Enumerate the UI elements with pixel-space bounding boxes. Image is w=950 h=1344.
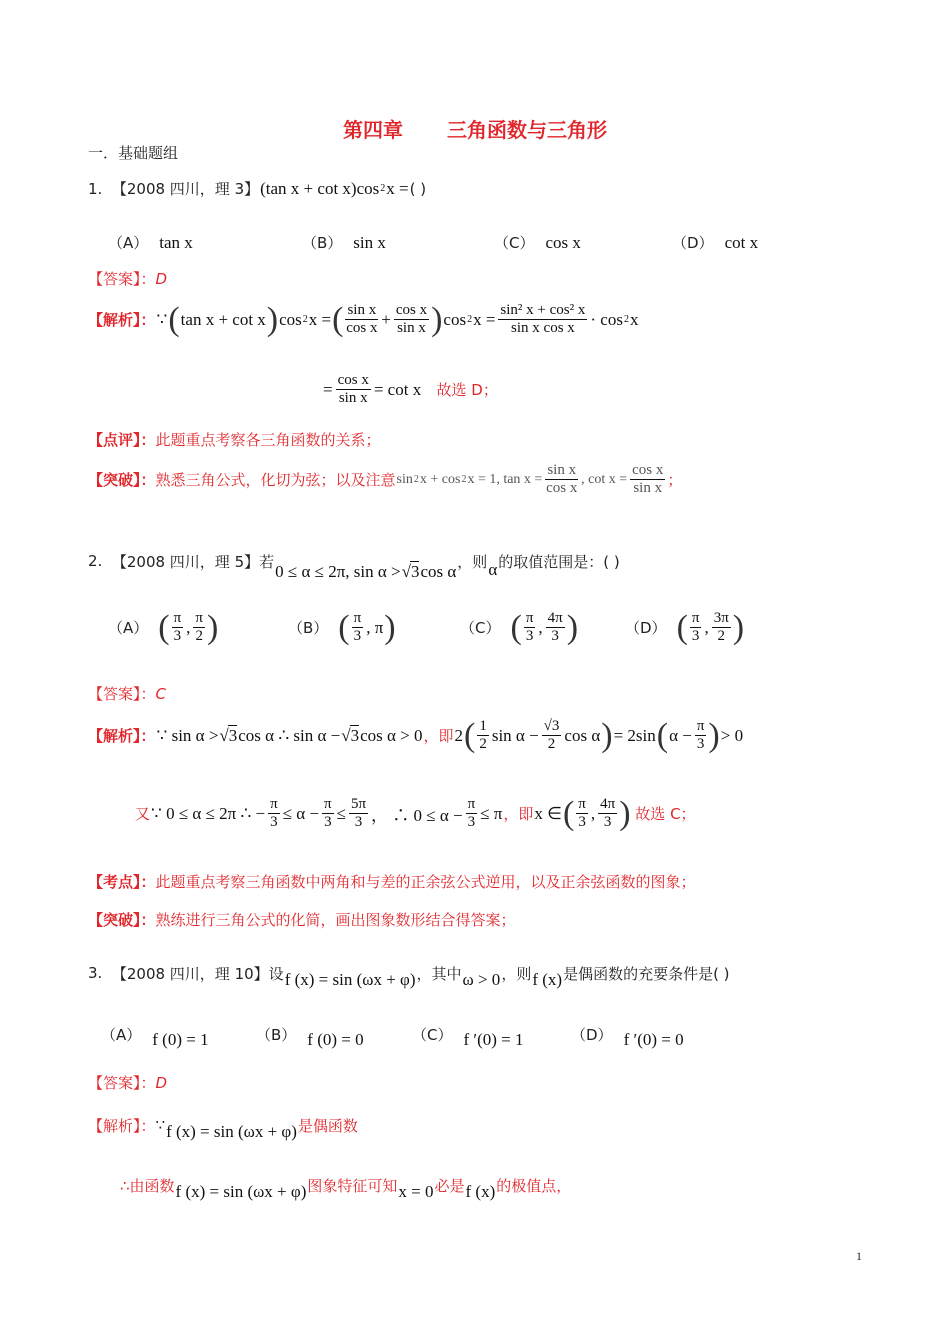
math-text: sin	[396, 471, 413, 487]
math-text: tan x	[159, 232, 193, 252]
fraction-denominator: 3	[467, 814, 476, 831]
analysis-text: 图象特征可知	[307, 1176, 398, 1195]
fraction-numerator: π	[268, 796, 280, 814]
superscript: 2	[302, 314, 308, 326]
math-text: =	[323, 379, 333, 399]
fraction	[576, 796, 588, 832]
question-1-stem	[88, 178, 426, 199]
option-label: （B）	[256, 1025, 297, 1044]
answer-value: C	[155, 684, 166, 703]
question-source: 【2008 四川，理 10】	[111, 964, 269, 983]
analysis-line	[88, 1108, 358, 1142]
analysis-math	[397, 1182, 434, 1202]
large-parenthesis: (	[676, 608, 688, 646]
superscript: 2	[467, 314, 473, 326]
option-label: （A）	[108, 619, 149, 638]
math-text: ∵ 0 ≤ α ≤ 2π ∴ −	[151, 803, 266, 823]
option-label: （A）	[101, 1025, 142, 1044]
math-text: cos α > 0	[360, 725, 423, 745]
math-text: x =	[386, 178, 409, 198]
math-text: x =	[473, 309, 496, 329]
math-text: f (x) = sin (ωx + φ)	[175, 1182, 307, 1201]
fraction	[394, 302, 429, 338]
question-number: 2.	[88, 552, 103, 570]
math-text: ≤ α −	[282, 803, 320, 823]
option-label: （C）	[412, 1025, 453, 1044]
superscript: 2	[413, 474, 419, 486]
analysis-line	[88, 718, 744, 754]
math-text: ,	[704, 617, 709, 637]
fraction-denominator: sin x	[633, 480, 663, 497]
large-parenthesis: (	[332, 300, 344, 338]
fraction-numerator: 3π	[712, 610, 731, 628]
function-math	[531, 970, 563, 990]
fraction	[193, 610, 205, 646]
question-math	[274, 562, 457, 582]
stem-text: 是偶函数的充要条件是( )	[563, 964, 730, 983]
fraction-numerator: 4π	[546, 610, 565, 628]
square-root: √3	[219, 725, 238, 745]
math-text: f (0) = 1	[152, 1030, 209, 1049]
fraction-numerator: π	[172, 610, 184, 628]
fraction-denominator: 3	[578, 814, 586, 831]
analysis-label: 【解析】：	[88, 1116, 156, 1135]
large-parenthesis: (	[464, 716, 476, 754]
analysis-line-2	[135, 796, 696, 832]
option-math	[462, 1030, 524, 1050]
analysis-math	[165, 1122, 298, 1142]
analysis-math	[156, 302, 640, 338]
option-label: （B）	[288, 619, 329, 638]
analysis-text: 又	[135, 805, 151, 824]
math-text: f (x)	[532, 970, 563, 989]
math-text: f (x) = sin (ωx + φ)	[166, 1122, 297, 1141]
answer-value: D	[155, 269, 168, 288]
math-text: x = 1, tan x =	[467, 471, 543, 487]
math-text: cos α	[564, 725, 601, 745]
option-math	[544, 233, 581, 253]
question-source: 【2008 四川，理 5】	[111, 552, 260, 571]
option-a	[108, 232, 194, 253]
fraction-numerator: π	[695, 718, 707, 736]
math-text: · cos	[590, 309, 623, 329]
math-text: cos	[279, 309, 302, 329]
fraction	[322, 796, 334, 832]
comment-line	[88, 429, 381, 450]
fraction	[352, 610, 364, 646]
fraction	[630, 462, 665, 498]
large-parenthesis: (	[562, 794, 575, 832]
fraction-numerator: 1	[477, 718, 489, 736]
stem-text: ，则	[457, 552, 488, 571]
math-text: 0 ≤ α ≤ 2π, sin α >	[275, 562, 401, 581]
fraction-denominator: 3	[603, 814, 612, 831]
math-text: ≤ π	[480, 803, 503, 823]
math-text: ∵	[156, 309, 168, 329]
option-math	[338, 610, 395, 646]
option-math	[158, 610, 218, 646]
question-2-stem	[88, 540, 620, 582]
answer-label: 【答案】：	[88, 1074, 156, 1092]
fraction	[598, 796, 617, 832]
radicand: 3	[410, 562, 420, 581]
large-parenthesis: (	[656, 716, 669, 754]
math-text: f ′(0) = 0	[623, 1030, 684, 1049]
fraction-numerator: π	[193, 610, 205, 628]
math-text: f ′(0) = 1	[463, 1030, 524, 1049]
math-text: f (0) = 0	[307, 1030, 364, 1049]
option-math	[724, 233, 760, 253]
answer-line	[88, 683, 166, 704]
option-label: （A）	[108, 234, 149, 252]
radicand: 3	[228, 725, 238, 745]
large-parenthesis: )	[384, 608, 396, 646]
radicand: 3	[350, 725, 360, 745]
page-number: 1	[856, 1249, 862, 1263]
math-text: ,	[186, 617, 191, 637]
tip-line	[88, 909, 516, 930]
option-b	[288, 610, 396, 646]
option-b	[256, 1018, 365, 1050]
option-a	[108, 610, 218, 646]
math-text: f (x)	[465, 1182, 496, 1201]
analysis-line	[88, 302, 639, 338]
fraction-numerator: π	[576, 796, 588, 814]
option-label: （C）	[494, 234, 535, 252]
analysis-conclusion: 故选 D；	[436, 381, 498, 400]
chapter-number: 第四章	[343, 118, 403, 142]
superscript: 2	[623, 314, 629, 326]
analysis-text: ∴由函数	[120, 1176, 175, 1195]
answer-value: D	[155, 1073, 168, 1092]
question-3-stem	[88, 956, 730, 990]
fraction	[695, 718, 707, 754]
tip-end: ；	[667, 471, 683, 490]
function-math	[284, 970, 417, 990]
fraction	[498, 302, 587, 338]
tip-text: 熟悉三角公式，化切为弦；以及注意	[155, 471, 396, 490]
math-text: 2	[454, 725, 463, 745]
fraction-numerator: π	[352, 610, 364, 628]
option-math	[151, 1030, 209, 1050]
fraction-numerator: cos x	[394, 302, 429, 320]
analysis-line-2	[120, 1168, 571, 1202]
question-number: 3.	[88, 964, 103, 982]
square-root: √3	[341, 725, 360, 745]
fraction-numerator: cos x	[336, 372, 371, 390]
analysis-label: 【解析】：	[88, 727, 156, 746]
math-text: x =	[308, 309, 332, 329]
analysis-math	[322, 372, 422, 408]
large-parenthesis: (	[158, 608, 170, 646]
math-text: , π	[366, 617, 384, 637]
analysis-text: 的极值点，	[496, 1176, 572, 1195]
large-parenthesis: (	[168, 300, 180, 338]
analysis-math	[454, 718, 745, 754]
answer-blank: ( )	[409, 179, 427, 198]
analysis-text: 是偶函数	[297, 1116, 358, 1135]
math-text: ≤	[336, 803, 346, 823]
comment-text: 此题重点考察各三角函数的关系；	[155, 431, 381, 449]
analysis-label: 【解析】：	[88, 311, 156, 330]
point-line	[88, 871, 696, 892]
option-math	[510, 610, 578, 646]
large-parenthesis: (	[338, 608, 350, 646]
large-parenthesis: )	[601, 716, 613, 754]
fraction-denominator: 3	[270, 814, 278, 831]
option-a	[101, 1018, 210, 1050]
tip-label: 【突破】：	[88, 471, 156, 490]
fraction-denominator: 2	[547, 736, 556, 753]
condition-math	[462, 970, 502, 990]
superscript: 2	[380, 183, 386, 194]
fraction-numerator: √3	[542, 718, 562, 736]
analysis-text: ，即	[423, 727, 454, 746]
analysis-math	[156, 726, 424, 746]
superscript: 2	[461, 474, 467, 486]
option-math	[352, 233, 387, 253]
large-parenthesis: )	[431, 300, 443, 338]
question-number: 1.	[88, 179, 103, 198]
fraction	[712, 610, 731, 646]
option-label: （C）	[460, 619, 501, 638]
option-c	[460, 610, 578, 646]
tip-text: 熟练进行三角公式的化简，画出图象数形结合得答案；	[155, 911, 516, 929]
math-text: ∵ sin α >	[156, 725, 219, 745]
option-b	[302, 232, 387, 253]
stem-text: ，则	[501, 964, 532, 983]
option-label: （D）	[625, 619, 667, 638]
section-heading: 一．基础题组	[88, 144, 179, 162]
answer-label: 【答案】：	[88, 270, 156, 288]
point-text: 此题重点考察三角函数中两角和与差的正余弦公式逆用，以及正余弦函数的图象；	[155, 873, 696, 891]
fraction-denominator: cos x	[346, 320, 378, 337]
fraction	[336, 372, 371, 408]
tip-line	[88, 462, 682, 498]
math-text: ,	[590, 803, 596, 823]
math-text: sin x	[353, 232, 386, 252]
math-text: , cot x =	[581, 471, 628, 487]
because-symbol: ∵	[155, 1116, 166, 1134]
fraction	[690, 610, 702, 646]
square-root: √3	[401, 562, 420, 581]
fraction-denominator: 3	[353, 628, 362, 645]
math-text: x + cos	[419, 471, 461, 487]
option-c	[494, 232, 582, 253]
fraction	[545, 462, 578, 498]
math-text: x ∈	[534, 803, 562, 823]
answer-line	[88, 268, 167, 289]
fraction	[172, 610, 184, 646]
option-math	[158, 233, 194, 253]
math-text: > 0	[720, 725, 744, 745]
question-math	[259, 179, 409, 199]
math-text: α	[488, 560, 498, 579]
math-text: α −	[669, 725, 692, 745]
question-source: 【2008 四川，理 3】	[111, 180, 260, 198]
math-text: sin α −	[491, 725, 539, 745]
analysis-math	[150, 796, 503, 832]
chapter-name: 三角函数与三角形	[447, 118, 607, 142]
fraction-denominator: 3	[696, 736, 705, 753]
large-parenthesis: )	[708, 716, 720, 754]
option-label: （D）	[571, 1025, 613, 1044]
math-text: ,	[538, 617, 543, 637]
fraction	[268, 796, 280, 832]
option-d	[571, 1018, 685, 1050]
option-d	[625, 610, 744, 646]
math-text: ω > 0	[462, 970, 501, 989]
stem-text: 的取值范围是：( )	[498, 552, 620, 571]
fraction-denominator: sin x	[338, 390, 368, 407]
analysis-line-2	[322, 372, 498, 408]
math-text: cos α	[420, 562, 457, 581]
fraction-numerator: sin² x + cos² x	[498, 302, 587, 320]
analysis-text: 必是	[434, 1176, 465, 1195]
math-text: tan x + cot x	[180, 309, 266, 329]
fraction-denominator: 3	[691, 628, 700, 645]
fraction-denominator: 3	[324, 814, 332, 831]
fraction-numerator: 4π	[598, 796, 617, 814]
large-parenthesis: )	[619, 794, 631, 832]
fraction	[524, 610, 536, 646]
fraction-numerator: π	[524, 610, 536, 628]
option-label: （D）	[672, 234, 714, 252]
option-label: （B）	[302, 234, 343, 252]
option-math	[306, 1030, 364, 1050]
fraction-denominator: 3	[354, 814, 363, 831]
math-text: cos α ∴ sin α −	[238, 725, 341, 745]
analysis-conclusion: 故选 C；	[635, 805, 696, 824]
tip-label: 【突破】：	[88, 911, 156, 929]
fraction	[349, 796, 368, 832]
fraction-denominator: sin x cos x	[511, 320, 575, 337]
large-parenthesis: )	[207, 608, 219, 646]
fraction-denominator: 3	[525, 628, 534, 645]
option-d	[672, 232, 759, 253]
fraction-numerator: π	[322, 796, 334, 814]
math-text: x	[629, 309, 639, 329]
analysis-math	[465, 1182, 497, 1202]
stem-text: ，其中	[416, 964, 462, 983]
fraction	[542, 718, 562, 754]
large-parenthesis: )	[266, 300, 279, 338]
answer-label: 【答案】：	[88, 685, 156, 703]
math-text: cos	[443, 309, 467, 329]
comment-label: 【点评】：	[88, 431, 156, 449]
fraction	[546, 610, 565, 646]
answer-line	[88, 1072, 167, 1093]
math-text: f (x) = sin (ωx + φ)	[284, 970, 416, 989]
fraction-denominator: sin x	[397, 320, 426, 337]
math-text: (tan x + cot x)cos	[260, 178, 380, 198]
math-text: ， ∴ 0 ≤ α −	[371, 806, 463, 826]
option-c	[412, 1018, 525, 1050]
fraction-denominator: 2	[479, 736, 487, 753]
large-parenthesis: (	[510, 608, 522, 646]
fraction-numerator: sin x	[545, 462, 578, 480]
fraction-numerator: sin x	[345, 302, 378, 320]
stem-text: 若	[259, 552, 275, 571]
fraction-denominator: 2	[195, 628, 203, 645]
fraction	[345, 302, 378, 338]
fraction-denominator: 2	[717, 628, 725, 645]
option-math	[677, 610, 745, 646]
alpha-symbol	[487, 560, 498, 580]
analysis-math	[533, 796, 630, 832]
analysis-math	[175, 1182, 308, 1202]
fraction	[466, 796, 478, 832]
large-parenthesis: )	[566, 608, 579, 646]
point-label: 【考点】：	[88, 873, 156, 891]
math-text: cos x	[545, 232, 581, 252]
large-parenthesis: )	[732, 608, 745, 646]
fraction-denominator: 3	[551, 628, 559, 645]
math-text: = 2sin	[613, 725, 656, 745]
fraction-numerator: π	[466, 796, 478, 814]
fraction	[477, 718, 489, 754]
analysis-text: ，即	[503, 805, 534, 824]
fraction-denominator: 3	[173, 628, 182, 645]
tip-math	[396, 462, 668, 498]
math-text: x = 0	[398, 1182, 434, 1201]
option-math	[623, 1030, 685, 1050]
fraction-denominator: cos x	[546, 480, 578, 497]
fraction-numerator: π	[690, 610, 702, 628]
fraction-numerator: cos x	[630, 462, 665, 480]
stem-text: 设	[268, 964, 284, 983]
math-text: cot x	[724, 232, 759, 252]
math-text: = cot x	[373, 379, 422, 399]
chapter-title	[0, 114, 950, 143]
math-text: +	[381, 309, 391, 329]
fraction-numerator: 5π	[349, 796, 368, 814]
